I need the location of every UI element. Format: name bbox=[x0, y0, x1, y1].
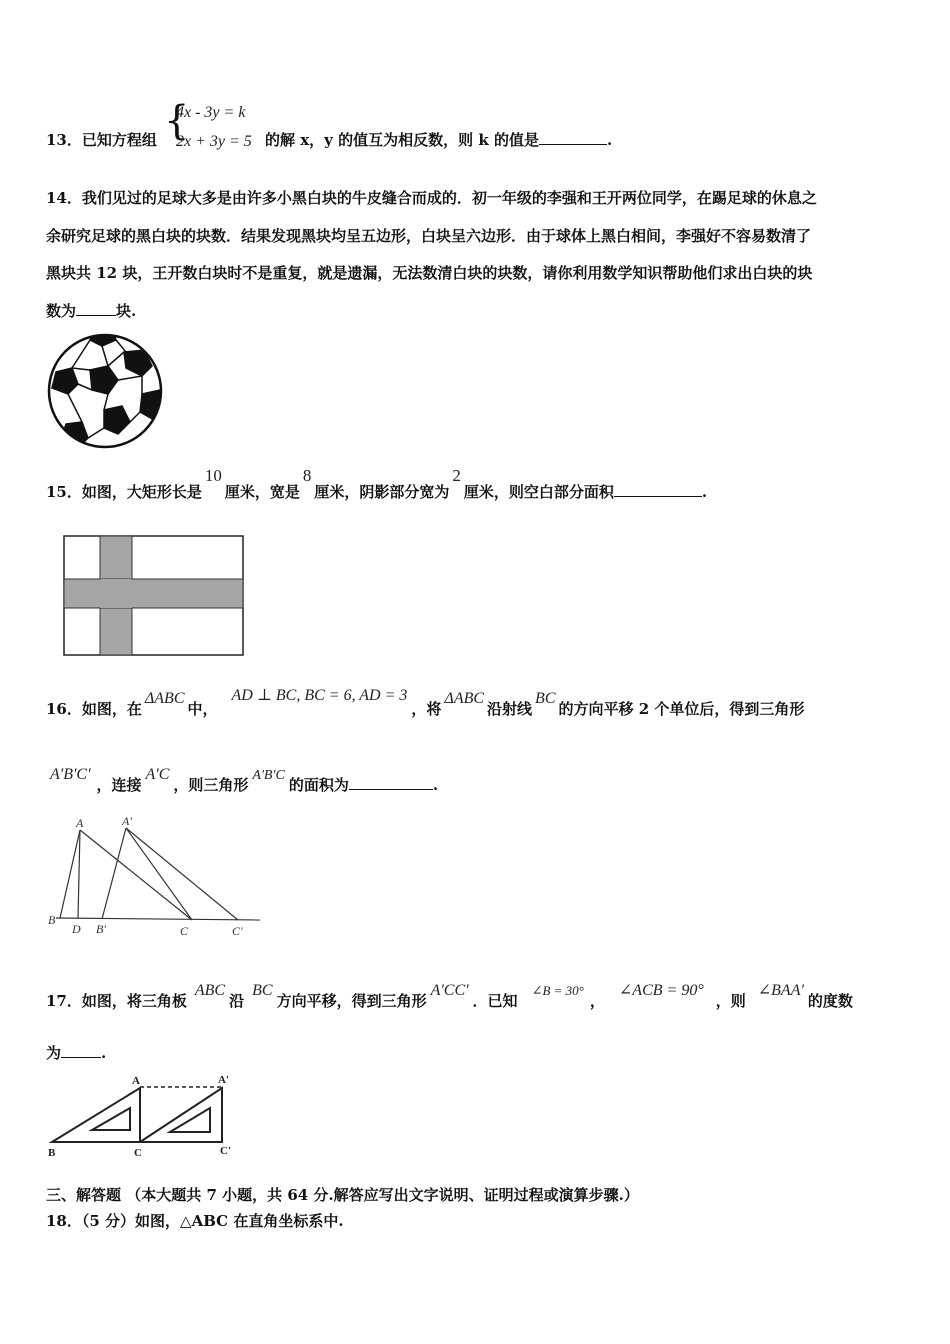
q17-label-c1: C' bbox=[220, 1145, 231, 1157]
q16-conditions: AD ⊥ BC, BC = 6, AD = 3 bbox=[231, 687, 408, 704]
q13-prefix: 13．已知方程组 bbox=[46, 131, 157, 149]
q16-answer-blank bbox=[349, 775, 433, 790]
rectangle-figure bbox=[63, 535, 245, 657]
q17-label-a1: A' bbox=[218, 1074, 229, 1086]
q18-text: 18．（5 分）如图，△ABC 在直角坐标系中. bbox=[46, 1212, 344, 1230]
q16-line-1 bbox=[46, 687, 805, 719]
q17-d: ．已知 bbox=[472, 992, 518, 1010]
brace-icon: { bbox=[164, 98, 190, 144]
q14-line-1: 14．我们见过的足球大多是由许多小黑白块的牛皮缝合而成的．初一年级的李强和王开两位同学，在踢足球的休息之 bbox=[46, 189, 817, 207]
q17-label-a: A bbox=[132, 1075, 140, 1087]
q13-text bbox=[265, 129, 612, 150]
q15-text bbox=[46, 466, 708, 502]
q17-set-square-figure bbox=[46, 1072, 246, 1160]
q15-b: 厘米，宽是 bbox=[224, 483, 300, 501]
q14-line-4 bbox=[46, 300, 136, 321]
q16-segment-a1c: A'C bbox=[145, 766, 170, 783]
q15-answer-blank bbox=[614, 482, 702, 497]
q17-label-b: B bbox=[48, 1147, 56, 1159]
q16-end: . bbox=[432, 776, 439, 794]
q16-g: ，则三角形 bbox=[173, 776, 249, 794]
q16-translation-figure bbox=[44, 812, 274, 942]
q17-e: ， bbox=[589, 992, 605, 1010]
q14-line4-b: 块. bbox=[116, 302, 137, 320]
q16-triangle-abc: ΔABC bbox=[144, 690, 185, 707]
q17-line-1 bbox=[46, 982, 853, 1011]
q16-a: 16．如图，在 bbox=[46, 700, 142, 718]
q17-end: . bbox=[101, 1044, 107, 1062]
q13-equation-2: 2x + 3y = 5 bbox=[176, 133, 252, 150]
q14-line4-a: 数为 bbox=[46, 302, 77, 320]
q17-triangle-abc: ABC bbox=[194, 982, 226, 999]
q15-shade-value: 2 bbox=[452, 466, 461, 485]
q16-h: 的面积为 bbox=[288, 776, 349, 794]
q17-f: ，则 bbox=[715, 992, 746, 1010]
q17-h: 为 bbox=[46, 1044, 62, 1062]
q17-c: 方向平移，得到三角形 bbox=[276, 992, 427, 1010]
q16-e: 的方向平移 2 个单位后，得到三角形 bbox=[558, 700, 805, 718]
q16-line-2 bbox=[46, 766, 439, 795]
q13-equation-1: 4x - 3y = k bbox=[176, 104, 246, 121]
q13-tail: 的解 x，y 的值互为相反数，则 k 的值是 bbox=[265, 131, 539, 149]
q15-c: 厘米，阴影部分宽为 bbox=[314, 483, 450, 501]
q15-d: 厘米，则空白部分面积 bbox=[463, 483, 614, 501]
q16-c: ，将 bbox=[411, 700, 442, 718]
q16-triangle-a1b1c1: A'B'C' bbox=[50, 766, 91, 783]
q16-label-c1: C' bbox=[232, 924, 243, 938]
q16-label-c: C bbox=[180, 924, 189, 938]
section-header: 三、解答题 （本大题共 7 小题，共 64 分.解答应写出文字说明、证明过程或演算步骤.） bbox=[46, 1186, 639, 1204]
q17-answer-blank bbox=[61, 1043, 101, 1058]
q16-d: 沿射线 bbox=[487, 700, 533, 718]
q16-label-b1: B' bbox=[96, 922, 106, 936]
q16-label-d: D bbox=[72, 922, 81, 936]
q17-a: 17．如图，将三角板 bbox=[46, 992, 187, 1010]
q15-length-value: 10 bbox=[204, 466, 222, 485]
q17-triangle-a1cc1: A'CC' bbox=[430, 982, 469, 999]
q13-answer-blank bbox=[539, 130, 607, 145]
q15-end: . bbox=[701, 483, 708, 501]
q17-angle-baa1: ∠BAA' bbox=[757, 982, 804, 999]
q14-line-3: 黑块共 12 块，王开数白块时不是重复，就是遗漏，无法数清白块的块数，请你利用数学知识帮助他们求出白块的块 bbox=[46, 264, 813, 282]
q16-label-a1: A' bbox=[122, 814, 132, 828]
q17-g: 的度数 bbox=[807, 992, 853, 1010]
q17-angle-acb: ∠ACB = 90° bbox=[618, 982, 704, 999]
q16-ray-bc: BC bbox=[535, 690, 556, 707]
q17-b: 沿 bbox=[229, 992, 245, 1010]
q16-b: 中， bbox=[187, 700, 218, 718]
q14-answer-blank bbox=[76, 301, 116, 316]
q14-line-2: 余研究足球的黑白块的块数．结果发现黑块均呈五边形，白块呈六边形．由于球体上黑白相间，李强好不容易数清了 bbox=[46, 227, 812, 245]
q17-angle-b: ∠B = 30° bbox=[531, 983, 584, 998]
q16-label-b: B bbox=[48, 913, 56, 927]
q13-end: . bbox=[606, 131, 613, 149]
q16-triangle-a1b1c: A'B'C bbox=[252, 768, 285, 783]
soccer-ball-figure bbox=[46, 332, 164, 450]
q16-label-a: A bbox=[76, 816, 84, 830]
q16-triangle-abc-2: ΔABC bbox=[444, 690, 485, 707]
q15-width-value: 8 bbox=[302, 466, 312, 485]
q17-line-2 bbox=[46, 1042, 106, 1063]
q15-a: 15．如图，大矩形长是 bbox=[46, 483, 202, 501]
q17-segment-bc: BC bbox=[252, 982, 273, 999]
q16-f: ，连接 bbox=[96, 776, 142, 794]
q17-label-c: C bbox=[134, 1147, 142, 1159]
